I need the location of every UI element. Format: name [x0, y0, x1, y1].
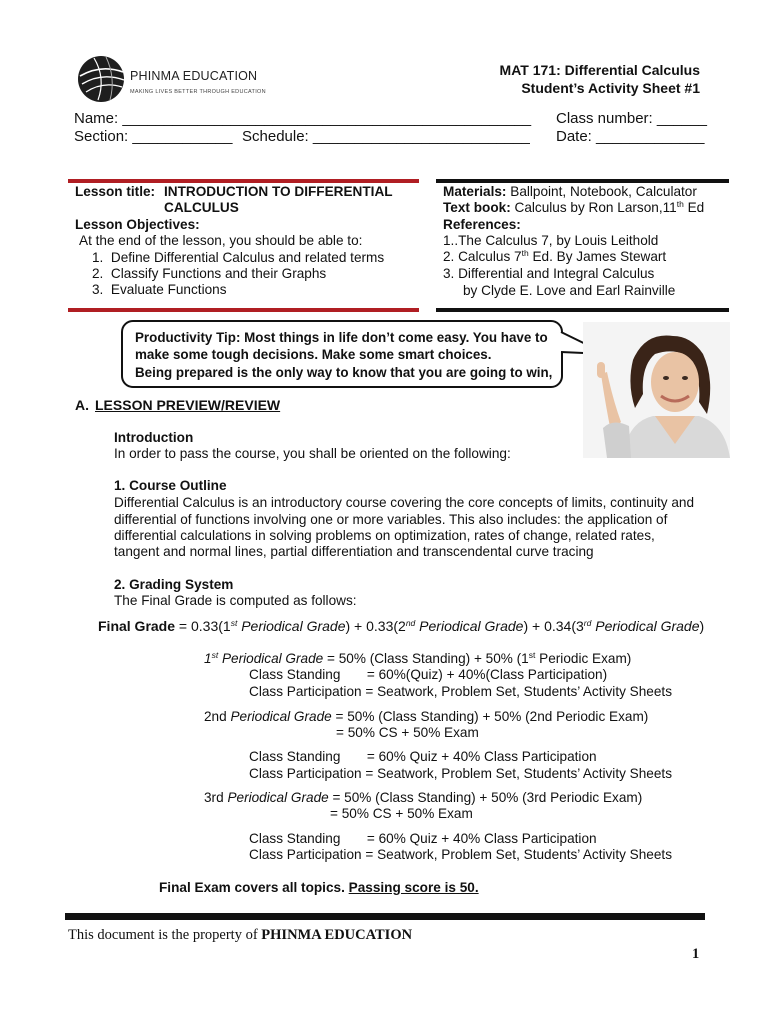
fg-sup: st [230, 618, 238, 628]
textbook-sup: th [676, 199, 684, 209]
fg-sup: nd [405, 618, 416, 628]
periodical-3-equation: = 50% CS + 50% Exam [330, 806, 473, 821]
lesson-title-label: Lesson title: [75, 184, 156, 199]
productivity-tip-bubble [121, 320, 563, 388]
footer-prefix: This document is the property of [68, 927, 262, 943]
p2-rest: = 50% (Class Standing) + 50% (2nd Periodic Exam) [331, 709, 649, 724]
p1-rest-sup: st [528, 650, 536, 660]
textbook-label: Text book: [443, 200, 511, 215]
ref2-a: 2. Calculus 7 [443, 249, 522, 264]
fg-part: Periodical Grade [591, 618, 700, 634]
objective-item: 2. Classify Functions and their Graphs [92, 266, 327, 281]
footer-rule [65, 913, 705, 920]
lesson-top-rule [68, 179, 419, 183]
course-outline-line: Differential Calculus is an introductory course covering the core concepts of limits, continuity and [114, 495, 695, 510]
grading-heading: 2. Grading System [114, 577, 234, 592]
class-participation-line: Class Participation = Seatwork, Problem Set, Students’ Activity Sheets [249, 766, 672, 781]
course-outline-heading: 1. Course Outline [114, 478, 227, 493]
section-heading: LESSON PREVIEW/REVIEW [95, 397, 281, 413]
sheet-title: Student’s Activity Sheet #1 [521, 80, 700, 96]
final-grade-label: Final Grade [98, 618, 176, 634]
p2-pg: Periodical Grade [230, 709, 332, 724]
class-participation-line: Class Participation = Seatwork, Problem Set, Students’ Activity Sheets [249, 684, 672, 699]
reference-item: 1..The Calculus 7, by Louis Leithold [443, 233, 659, 248]
logo-brand: PHINMA EDUCATION [130, 69, 258, 83]
ref2-b: Ed. By James Stewart [528, 249, 667, 264]
phinma-logo [76, 54, 266, 104]
reference-item: 3. Differential and Integral Calculus [443, 266, 655, 281]
final-exam-text: Final Exam covers all topics. [159, 880, 349, 895]
textbook-value: Calculus by Ron Larson,11 [514, 200, 677, 215]
woman-pointing-photo [583, 322, 730, 458]
p1-sup: st [211, 650, 219, 660]
tip-line: make some tough decisions. Make some smart choices. [135, 347, 492, 363]
class-standing-line: Class Standing = 60% Quiz + 40% Class Participation [249, 831, 597, 846]
fg-part: Periodical Grade [237, 618, 346, 634]
class-standing-line: Class Standing = 60%(Quiz) + 40%(Class Participation) [249, 667, 608, 682]
periodical-1-line [204, 651, 631, 668]
periodical-2-equation: = 50% CS + 50% Exam [336, 725, 479, 740]
p1-num: 1 [204, 651, 212, 666]
reference-item-cont: by Clyde E. Love and Earl Rainville [463, 283, 676, 298]
tip-line: Productivity Tip: Most things in life don’t come easy. You have to [135, 330, 548, 345]
course-title: MAT 171: Differential Calculus [499, 62, 700, 78]
fg-part: ) + 0.33(2 [345, 618, 406, 634]
objective-item: 1. Define Differential Calculus and related terms [92, 250, 385, 265]
lesson-bottom-rule [68, 308, 419, 312]
periodical-3-line [204, 790, 642, 807]
materials-label: Materials: [443, 184, 507, 199]
date-field[interactable]: Date: _____________ [556, 128, 705, 145]
objectives-intro: At the end of the lesson, you should be able to: [79, 233, 363, 248]
class-participation-line: Class Participation = Seatwork, Problem Set, Students’ Activity Sheets [249, 847, 672, 862]
section-field[interactable]: Section: ____________ [74, 128, 233, 145]
textbook-tail: Ed [683, 200, 705, 215]
course-outline-line: differential calculations in solving problems on optimization, rates of change, related rates, [114, 528, 655, 543]
fg-sup: rd [583, 618, 592, 628]
lesson-title-line1: INTRODUCTION TO DIFFERENTIAL [164, 184, 393, 199]
fg-part: ) + 0.34(3 [523, 618, 584, 634]
logo-tagline: MAKING LIVES BETTER THROUGH EDUCATION [130, 89, 266, 95]
section-letter: A. [75, 397, 89, 413]
materials-value: Ballpoint, Notebook, Calculator [510, 184, 697, 199]
reference-item [443, 249, 666, 265]
materials-top-rule [436, 179, 729, 183]
objectives-label: Lesson Objectives: [75, 217, 200, 232]
references-label: References: [443, 217, 521, 232]
name-field[interactable]: Name: _________________________________________________ [74, 110, 532, 127]
class-standing-line: Class Standing = 60% Quiz + 40% Class Participation [249, 749, 597, 764]
materials-bottom-rule [436, 308, 729, 312]
textbook-line [443, 200, 704, 216]
p2-pre: 2nd [204, 709, 231, 724]
final-exam-note [159, 880, 479, 897]
passing-score: Passing score is 50. [348, 880, 479, 895]
footer-property [68, 927, 412, 944]
page-number: 1 [692, 946, 700, 962]
materials-line [443, 184, 697, 200]
class-number-field[interactable]: Class number: ______ [556, 110, 707, 127]
footer-owner: PHINMA EDUCATION [261, 927, 413, 943]
p1-pg: Periodical Grade [218, 651, 324, 666]
periodical-2-line [204, 709, 648, 726]
p3-pre: 3rd [204, 790, 228, 805]
course-outline-line: differential of functions involving one or more variables. This also includes: the application of [114, 512, 668, 527]
introduction-heading: Introduction [114, 430, 194, 445]
tip-line: Being prepared is the only way to know that you are going to win, [135, 364, 553, 380]
p1-rest: = 50% (Class Standing) + 50% (1 [323, 651, 529, 666]
objective-item: 3. Evaluate Functions [92, 282, 227, 297]
p3-rest: = 50% (Class Standing) + 50% (3rd Periodic Exam) [328, 790, 643, 805]
fg-part: Periodical Grade [415, 618, 524, 634]
fg-part: ) [699, 618, 705, 634]
phinma-globe-icon [76, 54, 128, 104]
schedule-field[interactable]: Schedule: __________________________ [242, 128, 530, 145]
grading-text: The Final Grade is computed as follows: [114, 593, 357, 608]
p1-rest: Periodic Exam) [535, 651, 632, 666]
ref2-sup: th [521, 248, 529, 258]
lesson-title-line2: CALCULUS [164, 200, 239, 215]
final-grade-formula [98, 618, 704, 635]
course-outline-line: tangent and normal lines, partial differentiation and transcendental curve tracing [114, 544, 594, 559]
fg-part: = 0.33(1 [175, 618, 231, 634]
introduction-text: In order to pass the course, you shall be oriented on the following: [114, 446, 511, 461]
p3-pg: Periodical Grade [227, 790, 329, 805]
